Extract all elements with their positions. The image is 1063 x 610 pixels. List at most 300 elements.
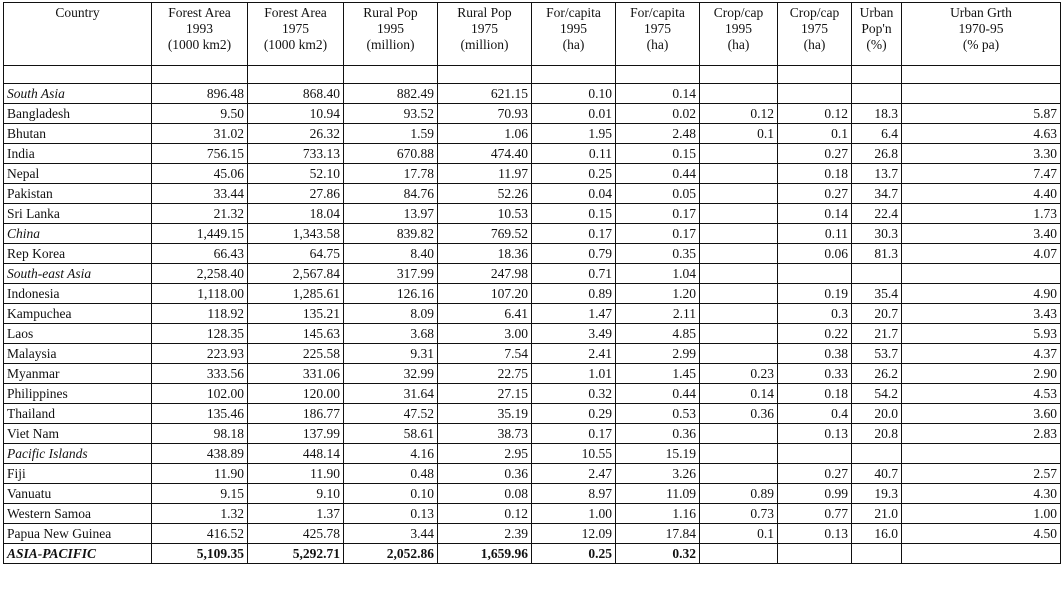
value-cell: 17.78 [344,164,438,184]
value-cell: 4.40 [902,184,1061,204]
value-cell: 3.00 [438,324,532,344]
value-cell: 0.06 [778,244,852,264]
value-cell: 1.16 [616,504,700,524]
value-cell: 448.14 [248,444,344,464]
country-cell: Kampuchea [4,304,152,324]
value-cell: 31.64 [344,384,438,404]
value-cell: 1,118.00 [152,284,248,304]
value-cell: 34.7 [852,184,902,204]
value-cell: 3.26 [616,464,700,484]
table-row [4,304,1061,324]
value-cell: 58.61 [344,424,438,444]
value-cell: 2.41 [532,344,616,364]
value-cell: 26.8 [852,144,902,164]
value-cell: 0.17 [532,424,616,444]
value-cell: 18.3 [852,104,902,124]
table-row [4,284,1061,304]
value-cell: 1.04 [616,264,700,284]
value-cell: 0.77 [778,504,852,524]
country-cell: Pacific Islands [4,444,152,464]
value-cell: 416.52 [152,524,248,544]
column-header: For/capita 1995 (ha) [532,3,616,66]
value-cell: 1.47 [532,304,616,324]
value-cell: 54.2 [852,384,902,404]
table-body [4,84,1061,564]
column-header: Country [4,3,152,66]
value-cell: 0.08 [438,484,532,504]
value-cell: 0.13 [778,424,852,444]
table-row [4,224,1061,244]
value-cell: 10.94 [248,104,344,124]
value-cell: 1.73 [902,204,1061,224]
value-cell: 53.7 [852,344,902,364]
value-cell: 27.15 [438,384,532,404]
country-cell: Western Samoa [4,504,152,524]
column-header: Crop/cap 1975 (ha) [778,3,852,66]
value-cell: 0.44 [616,164,700,184]
value-cell [902,444,1061,464]
value-cell: 0.27 [778,464,852,484]
value-cell: 32.99 [344,364,438,384]
value-cell: 18.04 [248,204,344,224]
value-cell: 21.0 [852,504,902,524]
value-cell: 0.25 [532,544,616,564]
country-cell: ASIA-PACIFIC [4,544,152,564]
table-row [4,204,1061,224]
value-cell: 22.4 [852,204,902,224]
value-cell: 1.20 [616,284,700,304]
country-cell: Fiji [4,464,152,484]
value-cell: 0.18 [778,384,852,404]
value-cell: 18.36 [438,244,532,264]
value-cell: 0.1 [778,124,852,144]
value-cell: 15.19 [616,444,700,464]
value-cell: 474.40 [438,144,532,164]
value-cell: 1,343.58 [248,224,344,244]
value-cell: 31.02 [152,124,248,144]
value-cell: 52.26 [438,184,532,204]
table-row [4,424,1061,444]
value-cell: 0.15 [532,204,616,224]
value-cell: 52.10 [248,164,344,184]
value-cell: 4.16 [344,444,438,464]
value-cell: 0.73 [700,504,778,524]
value-cell: 0.36 [616,424,700,444]
value-cell: 0.3 [778,304,852,324]
value-cell: 1.59 [344,124,438,144]
value-cell: 0.12 [700,104,778,124]
table-row [4,144,1061,164]
value-cell: 0.1 [700,124,778,144]
value-cell: 21.32 [152,204,248,224]
value-cell: 19.3 [852,484,902,504]
value-cell [700,544,778,564]
value-cell: 0.10 [532,84,616,104]
value-cell: 1.45 [616,364,700,384]
value-cell: 0.13 [778,524,852,544]
value-cell [778,544,852,564]
value-cell: 4.30 [902,484,1061,504]
value-cell [700,324,778,344]
value-cell: 438.89 [152,444,248,464]
value-cell: 4.85 [616,324,700,344]
value-cell: 20.0 [852,404,902,424]
value-cell: 0.15 [616,144,700,164]
table-row [4,184,1061,204]
spacer-row [4,66,1061,84]
value-cell: 0.32 [532,384,616,404]
value-cell: 9.31 [344,344,438,364]
value-cell: 70.93 [438,104,532,124]
value-cell: 9.50 [152,104,248,124]
value-cell [852,544,902,564]
value-cell: 11.09 [616,484,700,504]
value-cell: 225.58 [248,344,344,364]
country-cell: China [4,224,152,244]
value-cell: 4.50 [902,524,1061,544]
value-cell [902,264,1061,284]
value-cell: 2,258.40 [152,264,248,284]
value-cell: 2.57 [902,464,1061,484]
table-row [4,404,1061,424]
country-cell: Malaysia [4,344,152,364]
value-cell [700,164,778,184]
value-cell: 0.48 [344,464,438,484]
value-cell: 1,449.15 [152,224,248,244]
value-cell: 2.90 [902,364,1061,384]
value-cell: 2,567.84 [248,264,344,284]
table-row [4,164,1061,184]
value-cell: 22.75 [438,364,532,384]
value-cell: 3.30 [902,144,1061,164]
value-cell: 118.92 [152,304,248,324]
value-cell: 16.0 [852,524,902,544]
value-cell [700,84,778,104]
value-cell: 733.13 [248,144,344,164]
value-cell: 5,109.35 [152,544,248,564]
table-row [4,544,1061,564]
value-cell: 4.07 [902,244,1061,264]
value-cell [902,544,1061,564]
value-cell: 621.15 [438,84,532,104]
country-cell: Rep Korea [4,244,152,264]
value-cell: 30.3 [852,224,902,244]
value-cell [852,264,902,284]
country-cell: Bangladesh [4,104,152,124]
value-cell: 5,292.71 [248,544,344,564]
value-cell: 2.99 [616,344,700,364]
value-cell: 0.19 [778,284,852,304]
value-cell: 5.93 [902,324,1061,344]
table-row [4,364,1061,384]
value-cell: 839.82 [344,224,438,244]
value-cell: 0.11 [532,144,616,164]
value-cell: 0.89 [532,284,616,304]
value-cell: 0.11 [778,224,852,244]
value-cell: 17.84 [616,524,700,544]
column-header: Forest Area 1975 (1000 km2) [248,3,344,66]
value-cell: 0.12 [438,504,532,524]
table-row [4,104,1061,124]
country-cell: South Asia [4,84,152,104]
value-cell: 0.89 [700,484,778,504]
value-cell: 0.17 [616,224,700,244]
value-cell [700,284,778,304]
country-cell: Laos [4,324,152,344]
value-cell: 0.27 [778,144,852,164]
value-cell: 20.8 [852,424,902,444]
value-cell: 0.10 [344,484,438,504]
value-cell: 7.47 [902,164,1061,184]
value-cell: 670.88 [344,144,438,164]
value-cell: 247.98 [438,264,532,284]
value-cell: 0.29 [532,404,616,424]
value-cell: 4.37 [902,344,1061,364]
value-cell: 9.10 [248,484,344,504]
value-cell: 2,052.86 [344,544,438,564]
value-cell: 186.77 [248,404,344,424]
value-cell: 6.4 [852,124,902,144]
value-cell: 0.04 [532,184,616,204]
value-cell [700,204,778,224]
value-cell: 137.99 [248,424,344,444]
value-cell [700,264,778,284]
value-cell [902,84,1061,104]
country-cell: Philippines [4,384,152,404]
country-cell: Sri Lanka [4,204,152,224]
country-cell: Bhutan [4,124,152,144]
value-cell: 93.52 [344,104,438,124]
column-header: Rural Pop 1995 (million) [344,3,438,66]
value-cell [852,84,902,104]
value-cell: 2.83 [902,424,1061,444]
value-cell: 120.00 [248,384,344,404]
value-cell: 35.4 [852,284,902,304]
table-row [4,384,1061,404]
value-cell: 9.15 [152,484,248,504]
value-cell: 0.71 [532,264,616,284]
value-cell: 3.68 [344,324,438,344]
value-cell: 0.38 [778,344,852,364]
value-cell: 4.63 [902,124,1061,144]
value-cell: 13.7 [852,164,902,184]
value-cell [700,464,778,484]
country-cell: Viet Nam [4,424,152,444]
column-header: Forest Area 1993 (1000 km2) [152,3,248,66]
value-cell: 0.1 [700,524,778,544]
value-cell [778,444,852,464]
value-cell [700,184,778,204]
value-cell: 0.53 [616,404,700,424]
value-cell: 0.32 [616,544,700,564]
table-row [4,264,1061,284]
value-cell: 0.02 [616,104,700,124]
value-cell [700,444,778,464]
value-cell [700,424,778,444]
country-cell: Pakistan [4,184,152,204]
country-cell: Myanmar [4,364,152,384]
table-row [4,244,1061,264]
value-cell: 35.19 [438,404,532,424]
value-cell: 882.49 [344,84,438,104]
value-cell: 0.05 [616,184,700,204]
value-cell: 8.40 [344,244,438,264]
value-cell: 135.21 [248,304,344,324]
value-cell: 1.06 [438,124,532,144]
value-cell: 8.09 [344,304,438,324]
value-cell: 0.22 [778,324,852,344]
value-cell: 4.90 [902,284,1061,304]
value-cell: 0.14 [778,204,852,224]
value-cell: 13.97 [344,204,438,224]
value-cell: 0.01 [532,104,616,124]
table-row [4,124,1061,144]
value-cell: 84.76 [344,184,438,204]
value-cell [778,264,852,284]
value-cell [700,344,778,364]
value-cell: 896.48 [152,84,248,104]
value-cell: 769.52 [438,224,532,244]
value-cell: 145.63 [248,324,344,344]
value-cell: 20.7 [852,304,902,324]
value-cell: 331.06 [248,364,344,384]
value-cell: 66.43 [152,244,248,264]
value-cell [852,444,902,464]
column-header: Rural Pop 1975 (million) [438,3,532,66]
country-cell: Thailand [4,404,152,424]
value-cell: 102.00 [152,384,248,404]
value-cell: 1.00 [532,504,616,524]
value-cell [700,144,778,164]
value-cell: 10.53 [438,204,532,224]
value-cell: 1.37 [248,504,344,524]
value-cell: 0.27 [778,184,852,204]
value-cell: 3.60 [902,404,1061,424]
value-cell: 126.16 [344,284,438,304]
value-cell: 0.25 [532,164,616,184]
value-cell: 0.17 [532,224,616,244]
value-cell: 0.14 [700,384,778,404]
country-cell: Vanuatu [4,484,152,504]
table-row [4,524,1061,544]
value-cell: 0.12 [778,104,852,124]
value-cell: 2.47 [532,464,616,484]
country-cell: India [4,144,152,164]
value-cell: 1.01 [532,364,616,384]
value-cell: 107.20 [438,284,532,304]
column-header: For/capita 1975 (ha) [616,3,700,66]
value-cell [700,304,778,324]
value-cell: 81.3 [852,244,902,264]
value-cell: 5.87 [902,104,1061,124]
value-cell: 7.54 [438,344,532,364]
value-cell: 0.36 [438,464,532,484]
value-cell: 1.32 [152,504,248,524]
value-cell: 8.97 [532,484,616,504]
value-cell: 0.13 [344,504,438,524]
value-cell: 33.44 [152,184,248,204]
country-cell: Nepal [4,164,152,184]
value-cell: 1,659.96 [438,544,532,564]
country-cell: South-east Asia [4,264,152,284]
value-cell: 11.90 [248,464,344,484]
value-cell: 0.36 [700,404,778,424]
value-cell: 1.95 [532,124,616,144]
value-cell: 317.99 [344,264,438,284]
value-cell: 11.97 [438,164,532,184]
value-cell: 0.17 [616,204,700,224]
value-cell: 4.53 [902,384,1061,404]
value-cell: 10.55 [532,444,616,464]
value-cell: 11.90 [152,464,248,484]
value-cell: 1.00 [902,504,1061,524]
value-cell: 2.95 [438,444,532,464]
value-cell [700,244,778,264]
column-header: Crop/cap 1995 (ha) [700,3,778,66]
country-cell: Papua New Guinea [4,524,152,544]
value-cell: 0.79 [532,244,616,264]
value-cell: 2.39 [438,524,532,544]
table-row [4,484,1061,504]
value-cell: 2.48 [616,124,700,144]
value-cell: 0.14 [616,84,700,104]
table-row [4,344,1061,364]
value-cell: 3.43 [902,304,1061,324]
value-cell: 98.18 [152,424,248,444]
value-cell: 27.86 [248,184,344,204]
table-row [4,444,1061,464]
value-cell: 128.35 [152,324,248,344]
value-cell [700,224,778,244]
value-cell: 12.09 [532,524,616,544]
value-cell: 223.93 [152,344,248,364]
table-row [4,84,1061,104]
table-row [4,504,1061,524]
value-cell: 21.7 [852,324,902,344]
value-cell: 0.4 [778,404,852,424]
value-cell [778,84,852,104]
value-cell: 38.73 [438,424,532,444]
value-cell: 0.44 [616,384,700,404]
value-cell: 3.40 [902,224,1061,244]
header-row [4,3,1061,66]
value-cell: 0.35 [616,244,700,264]
forest-population-table [3,2,1061,564]
value-cell: 64.75 [248,244,344,264]
column-header: Urban Pop'n (%) [852,3,902,66]
table-row [4,324,1061,344]
value-cell: 0.99 [778,484,852,504]
value-cell: 6.41 [438,304,532,324]
value-cell: 3.44 [344,524,438,544]
value-cell: 0.23 [700,364,778,384]
value-cell: 756.15 [152,144,248,164]
value-cell: 2.11 [616,304,700,324]
value-cell: 47.52 [344,404,438,424]
value-cell: 45.06 [152,164,248,184]
country-cell: Indonesia [4,284,152,304]
value-cell: 40.7 [852,464,902,484]
value-cell: 26.2 [852,364,902,384]
column-header: Urban Grth 1970-95 (% pa) [902,3,1061,66]
value-cell: 425.78 [248,524,344,544]
value-cell: 0.33 [778,364,852,384]
value-cell: 868.40 [248,84,344,104]
value-cell: 3.49 [532,324,616,344]
value-cell: 0.18 [778,164,852,184]
table-row [4,464,1061,484]
value-cell: 135.46 [152,404,248,424]
